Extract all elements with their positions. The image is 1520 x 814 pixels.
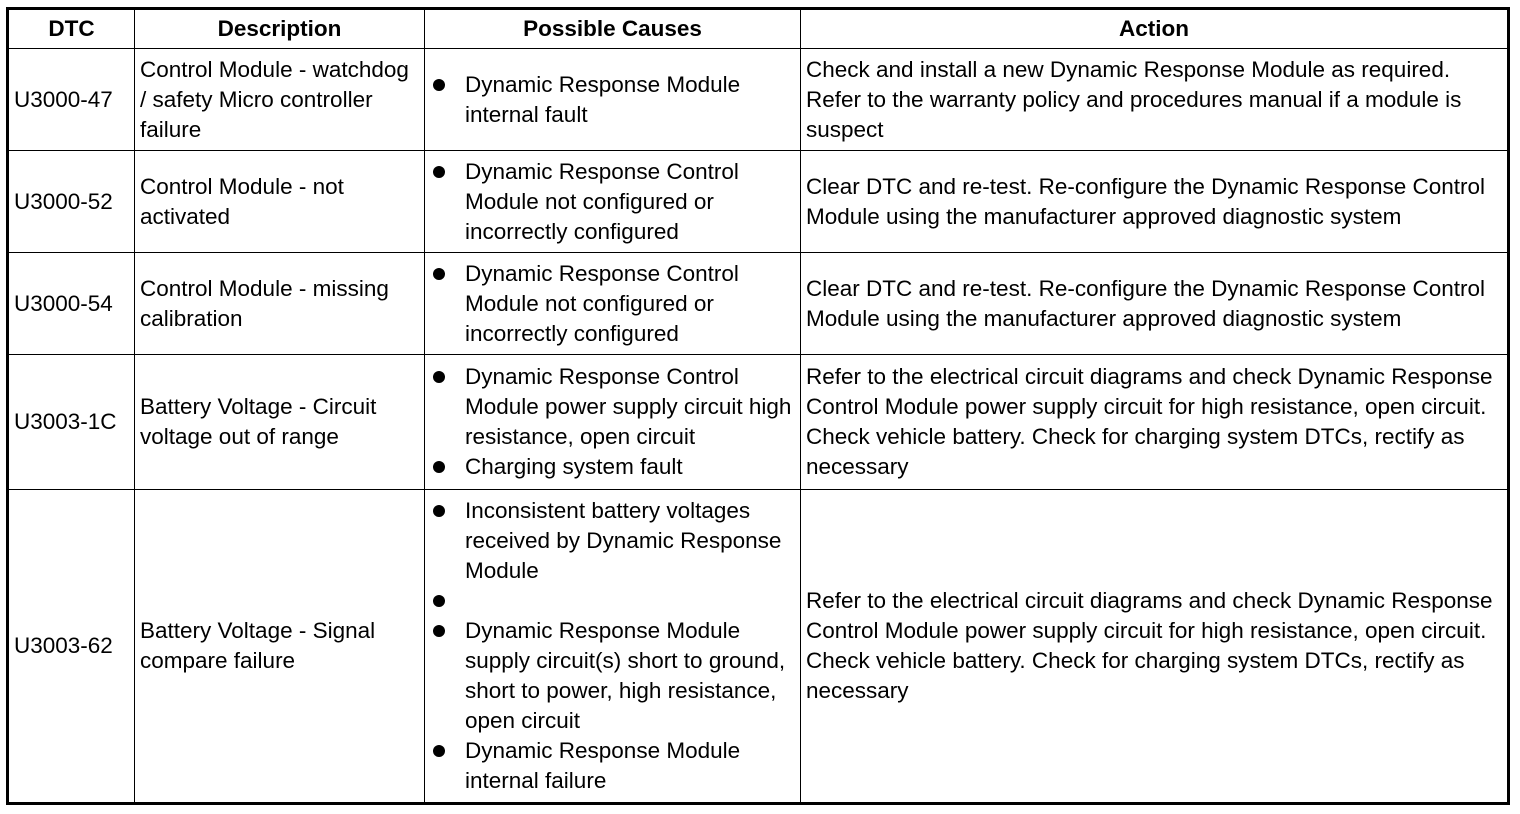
- cause-text: Dynamic Response Module internal fault: [465, 71, 741, 127]
- table-row: [8, 355, 1509, 490]
- dtc-code: U3000-47: [8, 49, 135, 151]
- table-row: [8, 151, 1509, 253]
- bullet-icon: [433, 166, 445, 178]
- cause-item: [430, 157, 795, 247]
- possible-causes: [425, 253, 801, 355]
- possible-causes: [425, 151, 801, 253]
- cause-item: [430, 736, 795, 796]
- header-description: Description: [135, 9, 425, 49]
- cause-text: Dynamic Response Module internal failure: [465, 738, 741, 793]
- header-dtc: DTC: [8, 9, 135, 49]
- cause-text: Inconsistent battery voltages received by Dynamic Response Module: [465, 498, 782, 583]
- bullet-icon: [433, 745, 445, 757]
- cause-item: [430, 496, 795, 586]
- table-row: [8, 49, 1509, 151]
- cause-text: Dynamic Response Control Module power supply circuit high resistance, open circuit: [465, 364, 792, 449]
- dtc-description: Battery Voltage - Signal compare failure: [135, 490, 425, 804]
- cause-text: Dynamic Response Control Module not configured or incorrectly configured: [465, 260, 739, 346]
- cause-item: [430, 616, 795, 736]
- header-row: [8, 9, 1509, 49]
- bullet-icon: [433, 505, 445, 517]
- dtc-table: [6, 7, 1510, 805]
- dtc-description: Control Module - missing calibration: [135, 253, 425, 355]
- possible-causes: [425, 355, 801, 490]
- dtc-action: Clear DTC and re-test. Re-configure the Dynamic Response Control Module using the manufacturer approved diagnostic system: [801, 151, 1509, 253]
- cause-text: Dynamic Response Control Module not configured or incorrectly configured: [465, 158, 739, 244]
- dtc-code: U3000-52: [8, 151, 135, 253]
- bullet-icon: [433, 79, 445, 91]
- bullet-icon: [433, 268, 445, 280]
- dtc-description: Control Module - watchdog / safety Micro controller failure: [135, 49, 425, 151]
- table-row: [8, 490, 1509, 804]
- bullet-icon: [433, 625, 445, 637]
- bullet-icon: [433, 595, 445, 607]
- dtc-description: Battery Voltage - Circuit voltage out of range: [135, 355, 425, 490]
- cause-text: Charging system fault: [465, 454, 683, 479]
- cause-item: [430, 259, 795, 349]
- cause-list: [430, 259, 795, 349]
- cause-list: [430, 496, 795, 796]
- cause-list: [430, 70, 795, 130]
- cause-item: [430, 452, 795, 482]
- possible-causes: [425, 49, 801, 151]
- cause-item: [430, 586, 795, 616]
- cause-item: [430, 70, 795, 130]
- header-possible-causes: Possible Causes: [425, 9, 801, 49]
- cause-item: [430, 362, 795, 452]
- cause-text: Dynamic Response Module supply circuit(s) short to ground, short to power, high resistance, open circuit: [465, 618, 786, 733]
- dtc-code: U3000-54: [8, 253, 135, 355]
- cause-list: [430, 362, 795, 482]
- header-action: Action: [801, 9, 1509, 49]
- dtc-action: Clear DTC and re-test. Re-configure the Dynamic Response Control Module using the manufacturer approved diagnostic system: [801, 253, 1509, 355]
- table-row: [8, 253, 1509, 355]
- dtc-description: Control Module - not activated: [135, 151, 425, 253]
- dtc-action: Refer to the electrical circuit diagrams and check Dynamic Response Control Module power supply circuit for high resistance, open circuit. Check vehicle battery. Check for charging system DTCs, rectify as necessary: [801, 490, 1509, 804]
- dtc-code: U3003-1C: [8, 355, 135, 490]
- dtc-action: Check and install a new Dynamic Response Module as required. Refer to the warranty policy and procedures manual if a module is suspect: [801, 49, 1509, 151]
- possible-causes: [425, 490, 801, 804]
- bullet-icon: [433, 371, 445, 383]
- dtc-code: U3003-62: [8, 490, 135, 804]
- dtc-action: Refer to the electrical circuit diagrams and check Dynamic Response Control Module power supply circuit for high resistance, open circuit. Check vehicle battery. Check for charging system DTCs, rectify as necessary: [801, 355, 1509, 490]
- cause-list: [430, 157, 795, 247]
- bullet-icon: [433, 461, 445, 473]
